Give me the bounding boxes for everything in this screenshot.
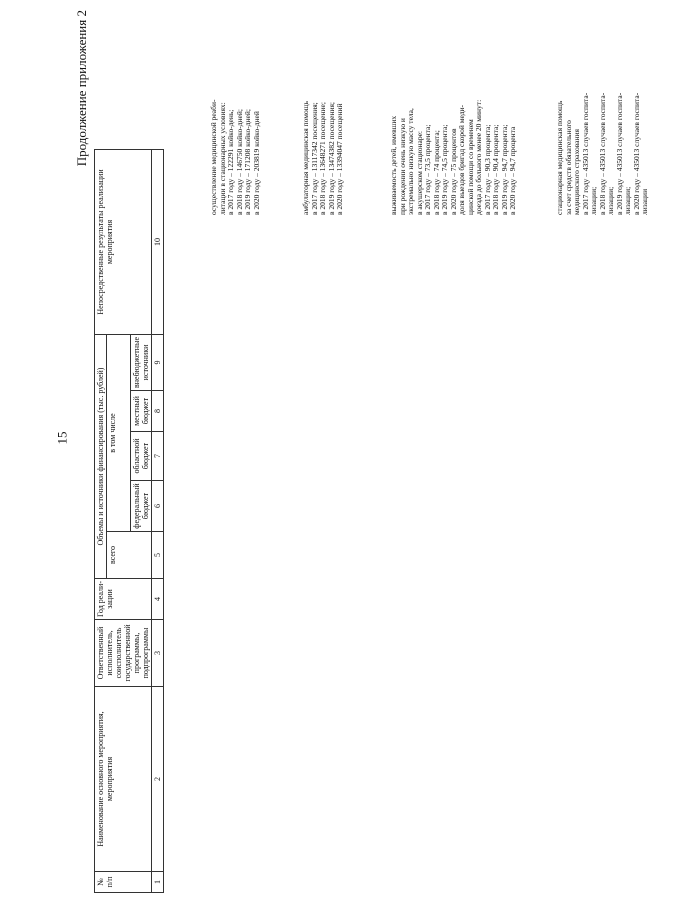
col-number-6: 6: [152, 481, 164, 532]
results-line: в 2020 году – 203819 койко-дней: [251, 111, 261, 215]
col-number-9: 9: [152, 335, 164, 391]
results-line: в 2019 году – 13474382 посещения;: [326, 101, 336, 215]
results-line: за счет средств обязательного: [563, 120, 573, 215]
page-number: 15: [54, 431, 70, 445]
results-line: в 2017 году – 73,5 процента;: [423, 124, 432, 215]
results-line: амбулаторная медицинская помощь: [301, 101, 310, 215]
results-line: цинской помощи со временем: [465, 119, 475, 215]
results-line: литации в стационарных условиях:: [217, 102, 227, 215]
results-block: [390, 35, 518, 215]
header-number: № п/п: [95, 872, 152, 893]
results-line: осуществление медицинской реаби-: [209, 99, 218, 215]
header-year: Год реали-зации: [95, 579, 152, 620]
results-line: в 2019 году – 94,7 процента;: [499, 124, 509, 215]
header-executor: Ответственный исполнитель, соисполнитель государственной программы, подпрограммы: [95, 620, 152, 687]
results-line: в 2019 году – 74,5 процента;: [440, 124, 449, 215]
header-federal: федеральный бюджет: [131, 481, 152, 532]
col-number-10: 10: [152, 150, 164, 335]
results-line: доезда до больного менее 20 минут:: [474, 99, 483, 215]
results-column: [70, 10, 682, 895]
results-line: в 2019 году – 171208 койко-дней;: [243, 109, 252, 215]
results-line: в акушерском стационаре:: [414, 130, 424, 215]
col-number-1: 1: [152, 872, 164, 893]
results-line: в 2020 году – 94,7 процента: [508, 126, 517, 215]
header-extrabudget: внебюджетные источники: [131, 335, 152, 391]
header-results: Непосредственные результаты реализации мероприятия: [95, 150, 152, 335]
results-line: доля выездов бригад скорой меди-: [457, 104, 466, 215]
col-number-2: 2: [152, 687, 164, 872]
results-line: лизации;: [589, 186, 598, 215]
results-line: в 2018 году – 146750 койко-дней;: [234, 109, 244, 215]
col-number-4: 4: [152, 579, 164, 620]
results-line: в 2020 году – 435013 случаев госпита-: [631, 92, 641, 215]
results-line: в 2020 году – 13394047 посещений: [335, 103, 344, 215]
results-line: в 2020 году – 75 процентов: [448, 128, 458, 215]
header-including: в том числе: [107, 335, 131, 532]
results-line: в 2017 году – 90,3 процента;: [482, 124, 492, 215]
col-number-5: 5: [152, 532, 164, 579]
results-line: в 2018 году – 74 процента;: [431, 130, 441, 215]
header-total: всего: [107, 532, 152, 579]
col-number-7: 7: [152, 432, 164, 481]
results-line: стационарная медицинская помощь: [555, 100, 564, 215]
header-event-name: Наименование основного мероприятия, мероприятия: [95, 687, 152, 872]
results-line: в 2017 году – 435013 случаев госпита-: [580, 92, 590, 215]
results-line: медицинского страхования: [572, 129, 581, 215]
results-line: лизации;: [623, 186, 632, 215]
results-line: выживаемость детей, имевших: [389, 115, 398, 215]
results-line: в 2019 году – 435013 случаев госпита-: [614, 92, 624, 215]
results-line: при рождении очень низкую и: [397, 118, 407, 215]
results-line: в 2017 году – 13117342 посещения;: [309, 102, 319, 215]
results-block: [210, 35, 261, 215]
results-line: в 2018 году – 13648271 посещение;: [318, 102, 327, 215]
col-number-8: 8: [152, 391, 164, 432]
results-line: в 2018 году – 435013 случаев госпита-: [597, 92, 607, 215]
appendix-title: Продолжение приложения 2: [74, 10, 89, 167]
header-regional: областной бюджет: [131, 432, 152, 481]
results-block: [556, 35, 650, 215]
results-line: лизации: [640, 188, 649, 215]
results-line: лизации;: [606, 186, 615, 215]
header-local: местный бюджет: [131, 391, 152, 432]
results-line: экстремально низкую массу тела,: [406, 108, 415, 215]
col-number-3: 3: [152, 620, 164, 687]
rotated-page: [70, 10, 682, 895]
results-line: в 2017 году – 122291 койко-день;: [226, 109, 235, 215]
results-block: [302, 35, 345, 215]
header-financing: Объемы и источники финансирования (тыс. рублей): [95, 335, 107, 579]
results-line: в 2018 году – 90,4 процента;: [491, 124, 500, 215]
